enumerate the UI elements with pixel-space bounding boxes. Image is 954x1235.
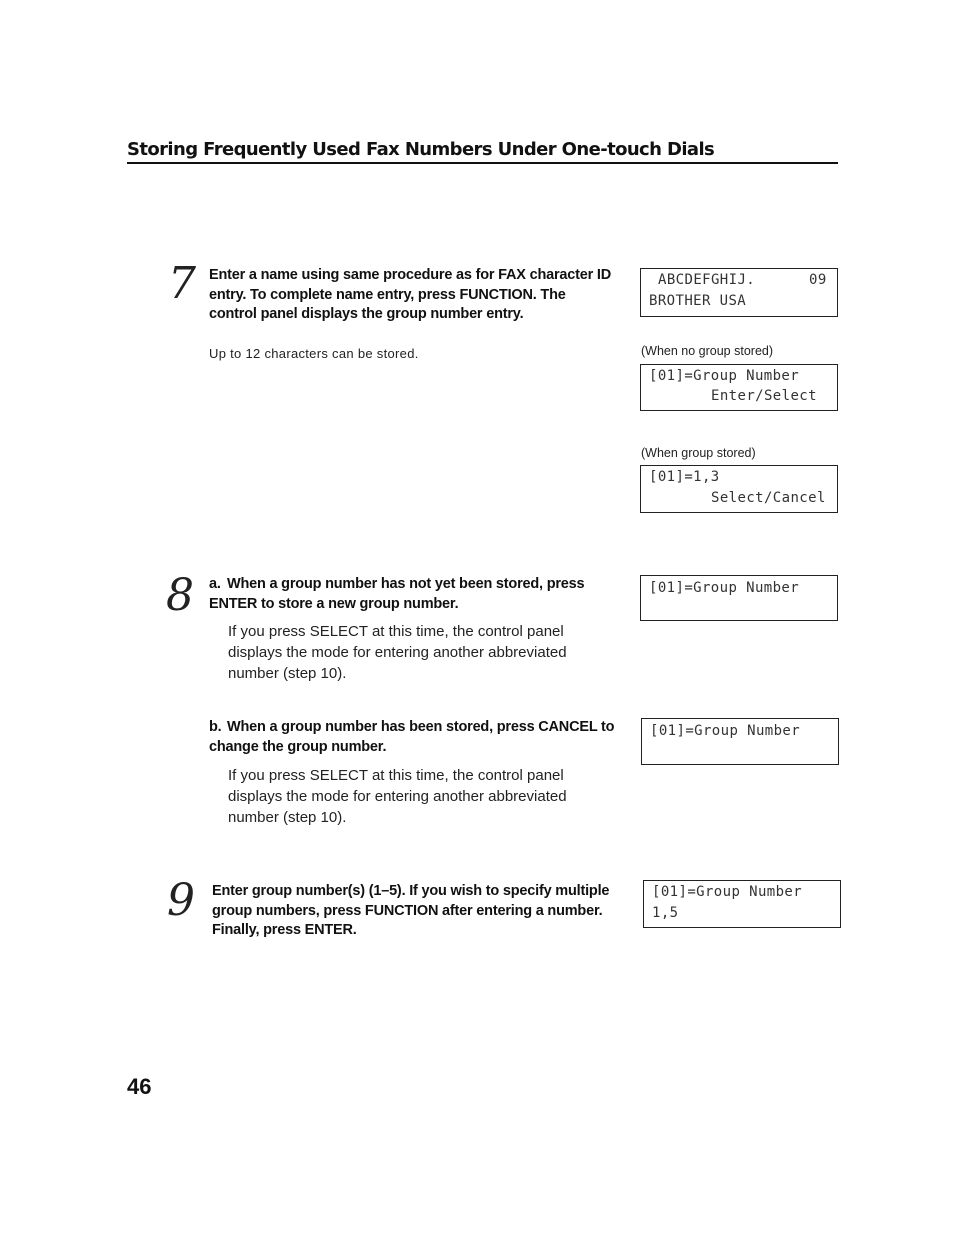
step-9-instruction: Enter group number(s) (1–5). If you wish to specify multiple group numbers, press FUNCTION after entering a number. Finally, press ENTER. — [212, 883, 610, 938]
lcd-line-1: [01]=Group Number — [649, 368, 800, 384]
lcd-display-8b — [641, 718, 839, 765]
step-7-note: Up to 12 characters can be stored. — [209, 346, 419, 361]
step-8b-note: If you press SELECT at this time, the control panel displays the mode for entering another abbreviated number (step 10). — [228, 767, 567, 826]
lcd-line-2: Enter/Select — [711, 388, 817, 404]
lcd-display-group-stored — [640, 465, 838, 513]
lcd-line-2: 1,5 — [652, 905, 679, 921]
lcd-display-8a — [640, 575, 838, 621]
step-8a-instruction — [209, 575, 609, 614]
step-8a-text: When a group number has not yet been stored, press ENTER to store a new group number. — [209, 576, 585, 612]
page-number: 46 — [127, 1074, 152, 1099]
lcd-line-1: [01]=1,3 — [649, 469, 720, 485]
lcd-line-1: [01]=Group Number — [652, 884, 803, 900]
step-9-number: 9 — [167, 875, 195, 926]
page-title: Storing Frequently Used Fax Numbers Under One-touch Dials — [127, 139, 838, 164]
lcd-line-1: [01]=Group Number — [650, 723, 801, 739]
lcd-display-name — [640, 268, 838, 317]
caption-group-stored: (When group stored) — [641, 446, 756, 460]
step-8b-text: When a group number has been stored, press CANCEL to change the group number. — [209, 719, 615, 755]
lcd-display-no-group — [640, 364, 838, 411]
step-8b-marker: b. — [209, 719, 222, 735]
step-8b-instruction — [209, 718, 619, 757]
lcd-line-1: [01]=Group Number — [649, 580, 800, 596]
step-8a-note: If you press SELECT at this time, the control panel displays the mode for entering another abbreviated number (step 10). — [228, 623, 567, 682]
step-8-number: 8 — [166, 570, 194, 621]
lcd-line-2: Select/Cancel — [711, 490, 826, 506]
lcd-line-2: BROTHER USA — [649, 293, 747, 309]
step-7-number: 7 — [168, 258, 196, 309]
lcd-line-1: ABCDEFGHIJ. — [658, 272, 756, 288]
step-8a-marker: a. — [209, 576, 221, 592]
lcd-display-9 — [643, 880, 841, 928]
step-7-instruction: Enter a name using same procedure as for FAX character ID entry. To complete name entry, press FUNCTION. The control panel displays the group number entry. — [209, 267, 611, 322]
lcd-line-1-right: 09 — [809, 272, 827, 288]
caption-no-group: (When no group stored) — [641, 344, 774, 358]
